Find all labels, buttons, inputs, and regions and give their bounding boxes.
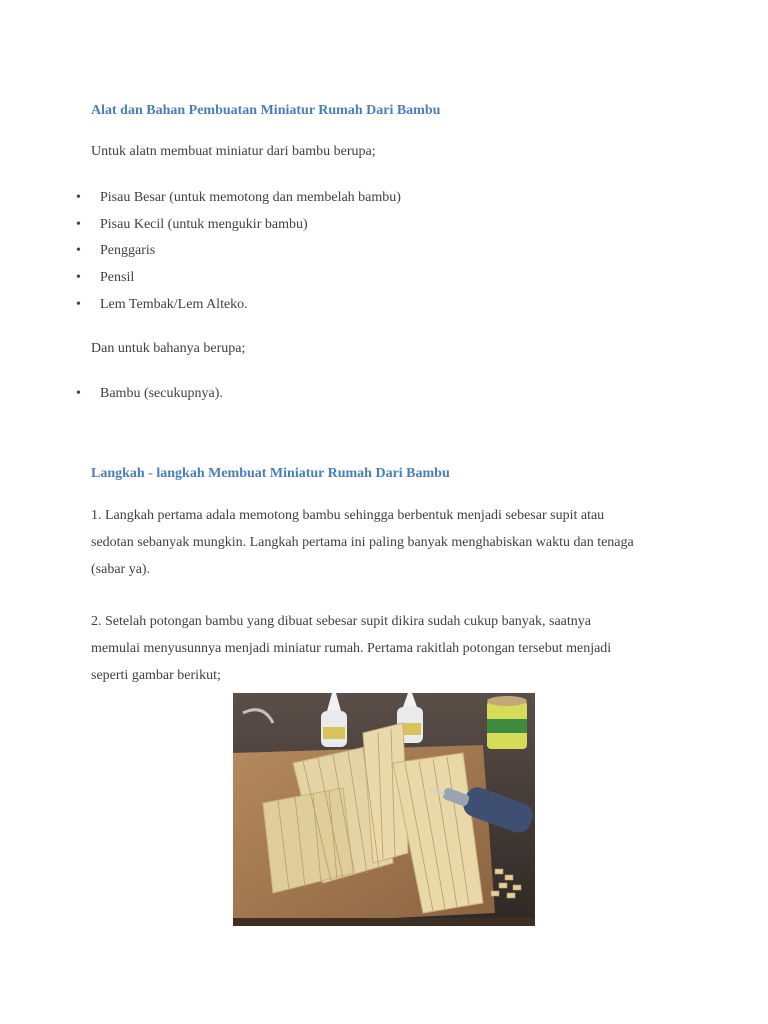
step-2-paragraph: 2. Setelah potongan bambu yang dibuat sebesar supit dikira sudah cukup banyak, saatnya memulai menyusunnya menjadi miniatur rumah. Pertama rakitlah potongan tersebut menjadi seperti gambar berikut;	[91, 614, 612, 683]
bullet-icon: •	[76, 243, 81, 259]
bullet-icon: •	[76, 270, 81, 286]
bullet-icon: •	[76, 216, 81, 232]
materials-intro: Dan untuk bahanya berupa;	[91, 341, 246, 356]
bamboo-sticks-photo	[233, 693, 535, 926]
section-heading-steps: Langkah - langkah Membuat Miniatur Rumah Dari Bambu	[91, 466, 450, 481]
can-icon	[487, 696, 527, 749]
bullet-icon: •	[76, 190, 81, 205]
bullet-icon: •	[76, 296, 81, 312]
bullet-icon: •	[76, 386, 81, 401]
section-heading-tools: Alat dan Bahan Pembuatan Miniatur Rumah Dari Bambu	[91, 103, 441, 118]
step-1-paragraph: 1. Langkah pertama adala memotong bambu sehingga berbentuk menjadi sebesar supit atau sedotan sebanyak mungkin. Langkah pertama ini paling banyak menghabiskan waktu dan tenaga (sabar ya).	[91, 508, 634, 577]
tools-intro: Untuk alatn membuat miniatur dari bambu berupa;	[91, 144, 376, 159]
